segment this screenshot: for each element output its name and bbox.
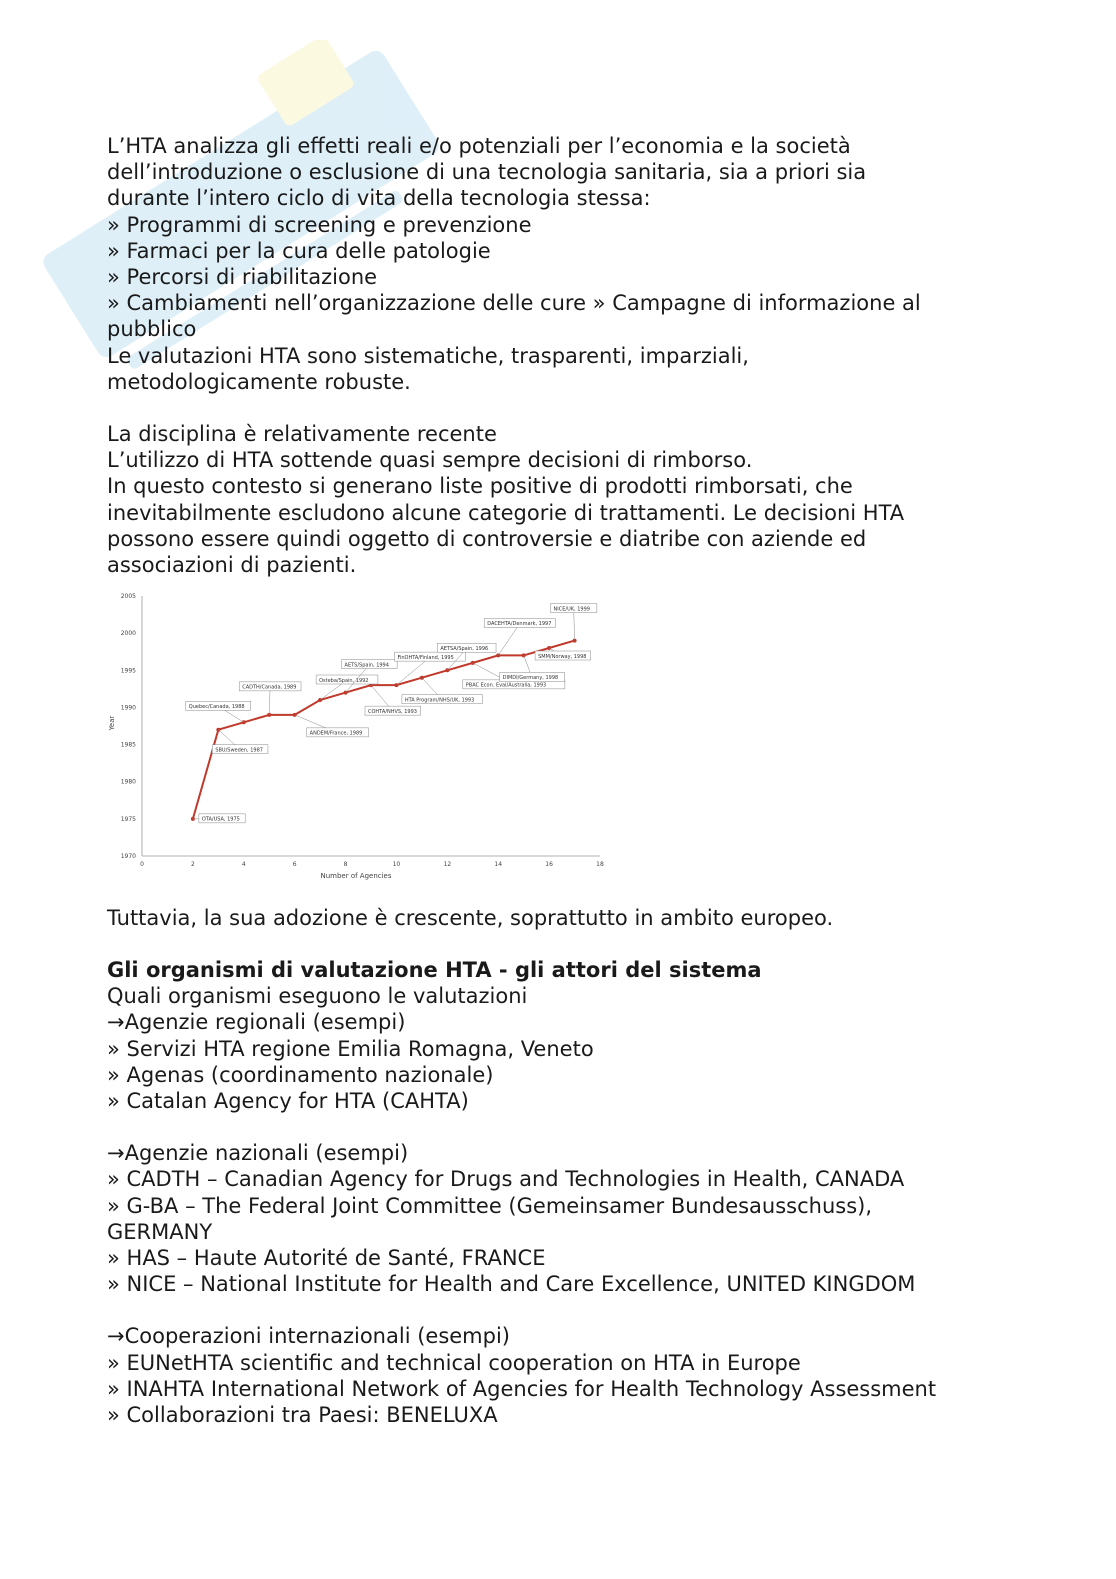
y-tick-label: 1995	[120, 667, 136, 675]
annotation-leader	[574, 609, 575, 641]
annotation-label: COHTA/NHVS, 1993	[368, 708, 417, 715]
section-heading: Gli organismi di valutazione HTA - gli attori del sistema	[107, 958, 762, 982]
y-axis-label: Year	[108, 715, 116, 731]
data-point	[547, 646, 551, 650]
list-item: » Programmi di screening e prevenzione	[107, 212, 532, 237]
text-line: associazioni di pazienti.	[107, 553, 357, 578]
annotation-label: SBU/Sweden, 1987	[215, 747, 263, 754]
text-line: Le valutazioni HTA sono sistematiche, trasparenti, imparziali,	[107, 343, 749, 368]
text-line: L’HTA analizza gli effetti reali e/o potenziali per l’economia e la società	[107, 134, 851, 158]
text-line: metodologicamente robuste.	[107, 369, 411, 394]
intro-paragraph	[107, 133, 1007, 578]
annotation-leader	[498, 623, 520, 655]
list-item: » NICE – National Institute for Health and Care Excellence, UNITED KINGDOM	[107, 1272, 916, 1297]
y-tick-label: 1985	[120, 741, 136, 749]
text-line: dell’introduzione o esclusione di una tecnologia sanitaria, sia a priori sia	[107, 160, 867, 185]
y-tick-label: 2005	[120, 593, 136, 600]
list-item: » EUNetHTA scientific and technical cooperation on HTA in Europe	[107, 1350, 801, 1375]
x-tick-label: 14	[494, 861, 503, 868]
annotation-label: FinOHTA/Finland, 1995	[397, 654, 454, 661]
list-item: » Farmaci per la cura delle patologie	[107, 238, 491, 263]
annotation-label: PBAC Econ. Eval/Australia, 1993	[465, 682, 547, 689]
x-tick-label: 10	[392, 861, 401, 868]
annotation-label: Quebec/Canada, 1988	[188, 704, 245, 711]
list-item: » HAS – Haute Autorité de Santé, FRANCE	[107, 1246, 546, 1271]
x-tick-label: 4	[241, 861, 246, 868]
text-line: La disciplina è relativamente recente	[107, 422, 497, 447]
annotation-label: SMM/Norway, 1998	[538, 653, 587, 660]
x-tick-label: 0	[140, 861, 144, 868]
hta-organisms-section	[107, 957, 1007, 1428]
text-line: L’utilizzo di HTA sottende quasi sempre decisioni di rimborso.	[107, 448, 753, 473]
y-tick-label: 2000	[120, 630, 136, 638]
annotation-label: DACEHTA/Denmark, 1997	[487, 621, 552, 628]
annotation-label: Osteba/Spain, 1992	[319, 677, 369, 684]
after-chart-paragraph	[107, 905, 1007, 931]
list-item: » Percorsi di riabilitazione	[107, 265, 378, 290]
annotation-label: ANDEM/France, 1989	[309, 730, 363, 737]
list-item: » INAHTA International Network of Agencies for Health Technology Assessment	[107, 1376, 937, 1401]
y-tick-label: 1990	[120, 704, 136, 712]
annotation-label: NICE/UK, 1999	[553, 606, 590, 613]
section-intro: Quali organismi eseguono le valutazioni	[107, 984, 528, 1009]
list-item: » CADTH – Canadian Agency for Drugs and Technologies in Health, CANADA	[107, 1167, 905, 1192]
y-tick-label: 1980	[120, 778, 136, 786]
list-item: GERMANY	[107, 1219, 213, 1244]
y-tick-label: 1975	[120, 815, 136, 823]
text-line: In questo contesto si generano liste positive di prodotti rimborsati, che	[107, 474, 853, 499]
text-line: durante l’intero ciclo di vita della tecnologia stessa:	[107, 186, 651, 211]
list-item: » Servizi HTA regione Emilia Romagna, Veneto	[107, 1036, 594, 1061]
international-title: →Cooperazioni internazionali (esempi)	[107, 1324, 510, 1349]
list-item: » Agenas (coordinamento nazionale)	[107, 1062, 494, 1087]
x-tick-label: 12	[443, 861, 452, 868]
text-line: pubblico	[107, 317, 197, 342]
annotation-label: CADTH/Canada, 1989	[242, 684, 297, 691]
national-title: →Agenzie nazionali (esempi)	[107, 1141, 409, 1166]
hta-agencies-chart	[100, 588, 620, 888]
x-tick-label: 8	[343, 861, 348, 868]
data-point	[496, 653, 500, 657]
x-tick-label: 2	[190, 861, 195, 868]
annotation-label: AETS/Spain, 1994	[344, 662, 389, 669]
data-point	[471, 661, 475, 665]
annotation-label: DIMDI/Germany, 1998	[502, 675, 559, 682]
list-item: » Catalan Agency for HTA (CAHTA)	[107, 1089, 469, 1114]
list-item: » Cambiamenti nell’organizzazione delle cure » Campagne di informazione al	[107, 291, 921, 316]
x-tick-label: 18	[596, 861, 604, 868]
annotation-label: OTA/USA, 1975	[201, 816, 240, 823]
list-item: » Collaborazioni tra Paesi: BENELUXA	[107, 1403, 498, 1428]
y-tick-label: 1970	[120, 853, 136, 860]
text-line: Tuttavia, la sua adozione è crescente, soprattutto in ambito europeo.	[107, 906, 834, 930]
x-tick-label: 6	[292, 861, 297, 868]
annotation-label: HTA Program/NHS/UK, 1993	[404, 697, 475, 704]
text-line: inevitabilmente escludono alcune categorie di trattamenti. Le decisioni HTA	[107, 500, 905, 525]
list-item: » G-BA – The Federal Joint Committee (Gemeinsamer Bundesausschuss),	[107, 1193, 873, 1218]
x-axis-label: Number of Agencies	[320, 872, 392, 880]
annotation-label: AETSA/Spain, 1996	[440, 646, 489, 653]
x-tick-label: 16	[545, 861, 553, 868]
text-line: possono essere quindi oggetto di controversie e diatribe con aziende ed	[107, 526, 867, 551]
regional-title: →Agenzie regionali (esempi)	[107, 1010, 406, 1035]
